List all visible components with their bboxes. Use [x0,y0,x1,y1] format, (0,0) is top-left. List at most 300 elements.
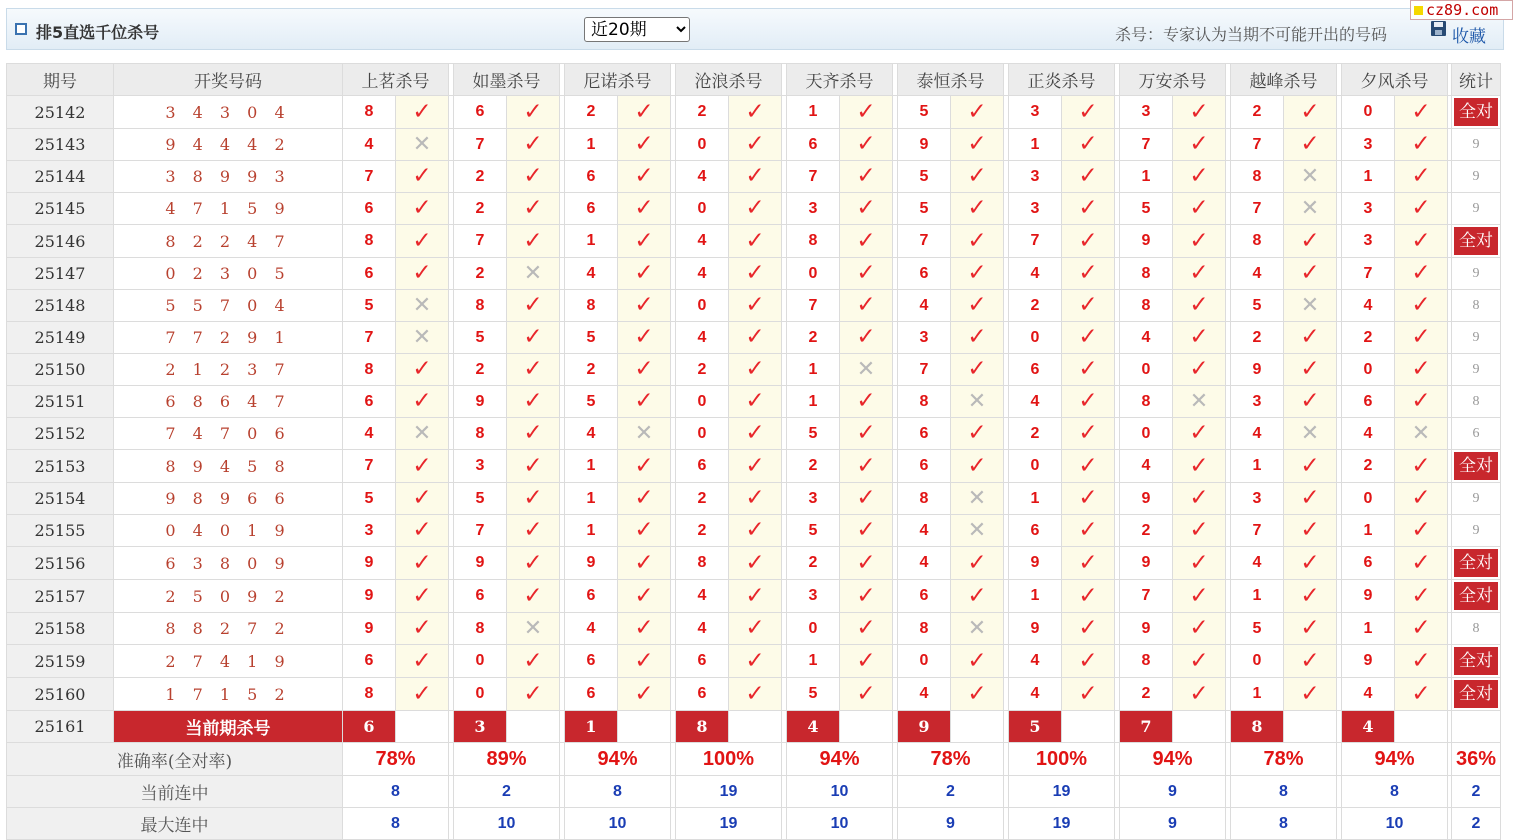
col-header-expert: 越峰杀号 [1231,64,1337,96]
miss-cross-icon-cell [507,258,560,290]
period-cell: 25156 [7,547,114,580]
hit-check-icon-cell [396,354,449,386]
cross-icon: ✕ [967,518,987,543]
hit-check-icon-cell [840,678,893,711]
kill-number: 4 [565,613,618,645]
kill-number: 2 [454,354,507,386]
period-cell: 25152 [7,418,114,450]
check-icon: ✓ [412,356,432,382]
max-streak-value: 9 [1120,808,1226,840]
kill-number: 4 [676,225,729,258]
hit-check-icon-cell [1062,290,1115,322]
miss-cross-icon-cell [507,613,560,645]
hit-check-icon-cell [729,129,782,161]
kill-number: 2 [787,450,840,483]
check-icon: ✓ [967,324,987,350]
hit-check-icon-cell [618,450,671,483]
check-icon: ✓ [856,292,876,318]
check-icon: ✓ [523,163,543,189]
kill-number: 5 [454,483,507,515]
check-icon: ✓ [634,549,654,576]
miss-cross-icon-cell [1284,161,1337,193]
cross-icon: ✕ [1300,421,1320,446]
all-correct-badge: 全对 [1454,452,1498,480]
col-header-draw: 开奖号码 [114,64,343,96]
kill-number: 8 [454,613,507,645]
kill-number: 7 [343,322,396,354]
kill-number: 2 [676,354,729,386]
hit-check-icon-cell [1284,483,1337,515]
kill-number: 8 [1231,161,1284,193]
check-icon: ✓ [523,485,543,511]
hit-check-icon-cell [1062,354,1115,386]
current-mark-empty [618,711,671,743]
hit-check-icon-cell [1062,450,1115,483]
check-icon: ✓ [634,163,654,189]
check-icon: ✓ [523,98,543,125]
kill-number: 6 [1342,386,1395,418]
hit-check-icon-cell [729,258,782,290]
hit-check-icon-cell [840,515,893,547]
check-icon: ✓ [967,292,987,318]
kill-number: 1 [1120,161,1173,193]
all-correct-badge: 全对 [1454,647,1498,675]
hit-check-icon-cell [618,580,671,613]
hit-check-icon-cell [507,580,560,613]
hit-check-icon-cell [840,547,893,580]
kill-number: 2 [454,161,507,193]
hit-check-icon-cell [729,418,782,450]
stat-cell [1452,580,1501,613]
all-correct-badge: 全对 [1454,549,1498,577]
check-icon: ✓ [745,195,765,221]
hit-check-icon-cell [396,515,449,547]
check-icon: ✓ [634,517,654,543]
check-icon: ✓ [856,227,876,254]
kill-number: 6 [565,645,618,678]
hit-check-icon-cell [618,129,671,161]
check-icon: ✓ [856,549,876,576]
check-icon: ✓ [523,292,543,318]
kill-number: 2 [1342,322,1395,354]
max-streak-total: 2 [1452,808,1501,840]
stat-cell [1452,290,1501,322]
hit-check-icon-cell [729,547,782,580]
kill-number: 1 [787,386,840,418]
check-icon: ✓ [745,582,765,609]
accuracy-value: 94% [1120,743,1226,776]
accuracy-row [7,743,1501,776]
miss-cross-icon-cell [396,322,449,354]
kill-number: 6 [898,580,951,613]
accuracy-value: 94% [787,743,893,776]
check-icon: ✓ [1411,260,1431,286]
hit-count: 9 [1472,490,1480,506]
check-icon: ✓ [634,647,654,674]
current-mark-empty [840,711,893,743]
check-icon: ✓ [1189,420,1209,446]
kill-number: 7 [343,161,396,193]
kill-number: 7 [898,225,951,258]
kill-number: 9 [343,580,396,613]
max-streak-value: 19 [1009,808,1115,840]
current-kill-number: 9 [898,711,951,743]
check-icon: ✓ [1189,98,1209,125]
kill-number: 4 [343,418,396,450]
miss-cross-icon-cell [396,418,449,450]
kill-number: 3 [343,515,396,547]
check-icon: ✓ [967,356,987,382]
hit-check-icon-cell [840,322,893,354]
col-header-period: 期号 [7,64,114,96]
current-period-row [7,711,1501,743]
period-range-select[interactable] [584,17,690,42]
period-cell: 25158 [7,613,114,645]
accuracy-value: 100% [676,743,782,776]
kill-number: 6 [676,450,729,483]
kill-number: 0 [676,290,729,322]
kill-number: 1 [1009,483,1062,515]
check-icon: ✓ [967,195,987,221]
kill-number: 1 [1231,678,1284,711]
accuracy-total: 36% [1452,743,1501,776]
kill-number: 4 [565,258,618,290]
kill-number: 6 [676,678,729,711]
current-streak-value: 9 [1120,776,1226,808]
check-icon: ✓ [1300,647,1320,674]
kill-number: 2 [1231,96,1284,129]
check-icon: ✓ [523,549,543,576]
hit-check-icon-cell [396,580,449,613]
kill-number: 9 [343,613,396,645]
hit-check-icon-cell [951,450,1004,483]
kill-number: 2 [1120,678,1173,711]
kill-number: 9 [898,129,951,161]
hit-check-icon-cell [1062,161,1115,193]
kill-number: 9 [1120,547,1173,580]
draw-number-cell: 0 4 0 1 9 [114,515,343,547]
hit-check-icon-cell [951,129,1004,161]
kill-number: 7 [898,354,951,386]
hit-check-icon-cell [840,580,893,613]
table-row [7,258,1501,290]
check-icon: ✓ [634,485,654,511]
kill-number: 0 [454,645,507,678]
check-icon: ✓ [412,260,432,286]
hit-check-icon-cell [1395,613,1448,645]
hit-check-icon-cell [1173,483,1226,515]
hit-check-icon-cell [396,193,449,225]
kill-number: 7 [1342,258,1395,290]
check-icon: ✓ [634,582,654,609]
kill-number: 2 [1120,515,1173,547]
draw-number-cell: 2 7 4 1 9 [114,645,343,678]
hit-check-icon-cell [951,258,1004,290]
kill-number: 1 [1342,613,1395,645]
hit-check-icon-cell [1395,386,1448,418]
stat-cell [1452,225,1501,258]
current-mark-empty [1395,711,1448,743]
period-cell: 25149 [7,322,114,354]
period-cell: 25150 [7,354,114,386]
current-kill-number: 7 [1120,711,1173,743]
kill-number: 5 [1231,613,1284,645]
kill-number: 8 [676,547,729,580]
check-icon: ✓ [745,680,765,707]
check-icon: ✓ [1300,227,1320,254]
cross-icon: ✕ [523,616,543,641]
check-icon: ✓ [745,260,765,286]
hit-check-icon-cell [840,645,893,678]
period-cell: 25151 [7,386,114,418]
current-kill-number: 3 [454,711,507,743]
hit-check-icon-cell [618,290,671,322]
save-favorite-link[interactable]: 收藏 [1452,27,1486,47]
kill-number: 6 [1342,547,1395,580]
check-icon: ✓ [1300,615,1320,641]
kill-number: 5 [454,322,507,354]
check-icon: ✓ [1189,615,1209,641]
kill-number: 0 [1009,450,1062,483]
hit-check-icon-cell [1173,354,1226,386]
cross-icon: ✕ [412,325,432,350]
check-icon: ✓ [1411,549,1431,576]
hit-check-icon-cell [840,450,893,483]
kill-number: 6 [343,645,396,678]
current-mark-empty [1173,711,1226,743]
kill-number: 8 [898,483,951,515]
table-row [7,613,1501,645]
accuracy-value: 100% [1009,743,1115,776]
check-icon: ✓ [856,195,876,221]
kill-number: 5 [1231,290,1284,322]
check-icon: ✓ [1411,615,1431,641]
check-icon: ✓ [412,549,432,576]
hit-check-icon-cell [1062,515,1115,547]
kill-number: 3 [454,450,507,483]
current-streak-total: 2 [1452,776,1501,808]
hit-check-icon-cell [618,161,671,193]
kill-number: 4 [676,161,729,193]
hit-check-icon-cell [618,225,671,258]
cross-icon: ✕ [967,486,987,511]
check-icon: ✓ [856,452,876,479]
kill-number: 9 [1231,354,1284,386]
kill-number: 4 [1342,678,1395,711]
kill-number: 0 [1120,418,1173,450]
hit-check-icon-cell [1173,645,1226,678]
max-streak-value: 8 [1231,808,1337,840]
kill-number: 0 [1342,96,1395,129]
check-icon: ✓ [1078,195,1098,221]
hit-check-icon-cell [507,161,560,193]
kill-number: 3 [787,193,840,225]
current-streak-value: 19 [676,776,782,808]
kill-number: 3 [1009,193,1062,225]
check-icon: ✓ [745,292,765,318]
period-cell: 25147 [7,258,114,290]
check-icon: ✓ [745,452,765,479]
check-icon: ✓ [1411,680,1431,707]
period-cell: 25155 [7,515,114,547]
cross-icon: ✕ [1411,421,1431,446]
site-brand-badge[interactable] [1410,0,1513,20]
hit-check-icon-cell [507,645,560,678]
miss-cross-icon-cell [1284,193,1337,225]
check-icon: ✓ [1300,98,1320,125]
check-icon: ✓ [1300,485,1320,511]
kill-number: 4 [676,322,729,354]
current-streak-value: 10 [787,776,893,808]
stat-cell [1452,483,1501,515]
hit-check-icon-cell [1062,418,1115,450]
kill-number: 3 [898,322,951,354]
draw-number-cell: 3 4 3 0 4 [114,96,343,129]
hit-check-icon-cell [1062,258,1115,290]
hit-check-icon-cell [729,161,782,193]
draw-number-cell: 5 5 7 0 4 [114,290,343,322]
check-icon: ✓ [856,582,876,609]
floppy-disk-icon[interactable] [1431,21,1446,36]
kill-number: 6 [898,450,951,483]
cross-icon: ✕ [1300,196,1320,221]
check-icon: ✓ [1411,324,1431,350]
check-icon: ✓ [634,195,654,221]
kill-number: 6 [1009,515,1062,547]
current-mark-empty [1284,711,1337,743]
check-icon: ✓ [1078,485,1098,511]
kill-number: 4 [898,678,951,711]
kill-number: 6 [565,161,618,193]
check-icon: ✓ [523,356,543,382]
kill-number: 8 [565,290,618,322]
check-icon: ✓ [412,680,432,707]
hit-check-icon-cell [396,483,449,515]
hit-check-icon-cell [618,678,671,711]
hit-check-icon-cell [1284,678,1337,711]
current-streak-value: 19 [1009,776,1115,808]
hit-check-icon-cell [1173,129,1226,161]
stat-cell [1452,258,1501,290]
hit-check-icon-cell [729,290,782,322]
kill-number: 2 [565,354,618,386]
check-icon: ✓ [523,195,543,221]
col-header-expert: 万安杀号 [1120,64,1226,96]
kill-number: 9 [1120,483,1173,515]
current-kill-number: 1 [565,711,618,743]
hit-check-icon-cell [951,580,1004,613]
hit-check-icon-cell [1173,96,1226,129]
current-kill-number: 8 [1231,711,1284,743]
hit-check-icon-cell [396,547,449,580]
hit-check-icon-cell [840,129,893,161]
check-icon: ✓ [412,582,432,609]
hit-check-icon-cell [729,225,782,258]
period-cell: 25159 [7,645,114,678]
page-title: 排5直选千位杀号 [36,23,160,42]
check-icon: ✓ [634,324,654,350]
kill-number: 2 [1342,450,1395,483]
check-icon: ✓ [856,680,876,707]
hit-check-icon-cell [1284,129,1337,161]
hit-count: 9 [1472,136,1480,152]
period-cell: 25143 [7,129,114,161]
hit-check-icon-cell [951,678,1004,711]
table-row [7,450,1501,483]
kill-number: 3 [1231,386,1284,418]
check-icon: ✓ [1189,680,1209,707]
check-icon: ✓ [856,163,876,189]
check-icon: ✓ [967,260,987,286]
kill-number: 8 [454,418,507,450]
kill-number: 6 [898,258,951,290]
draw-number-cell: 9 4 4 4 2 [114,129,343,161]
kill-number: 0 [787,258,840,290]
table-row [7,645,1501,678]
hit-check-icon-cell [507,129,560,161]
hit-check-icon-cell [1395,515,1448,547]
check-icon: ✓ [856,388,876,414]
kill-number: 7 [454,515,507,547]
kill-number: 0 [787,613,840,645]
hit-check-icon-cell [1395,645,1448,678]
check-icon: ✓ [1300,356,1320,382]
cross-icon: ✕ [412,421,432,446]
current-streak-value: 2 [898,776,1004,808]
kill-number: 1 [565,450,618,483]
period-cell: 25154 [7,483,114,515]
check-icon: ✓ [967,680,987,707]
cross-icon: ✕ [1300,293,1320,318]
hit-check-icon-cell [840,418,893,450]
col-header-expert: 天齐杀号 [787,64,893,96]
table-row [7,483,1501,515]
kill-number: 3 [1120,96,1173,129]
check-icon: ✓ [1078,324,1098,350]
kill-number: 1 [787,354,840,386]
all-correct-badge: 全对 [1454,680,1498,708]
kill-number: 8 [787,225,840,258]
check-icon: ✓ [634,292,654,318]
kill-number: 5 [898,193,951,225]
period-cell: 25153 [7,450,114,483]
hit-check-icon-cell [618,96,671,129]
kill-number: 1 [1009,129,1062,161]
check-icon: ✓ [412,227,432,254]
kill-number: 5 [565,386,618,418]
miss-cross-icon-cell [396,290,449,322]
max-streak-value: 10 [454,808,560,840]
table-row [7,354,1501,386]
hit-check-icon-cell [951,290,1004,322]
check-icon: ✓ [1411,227,1431,254]
hit-check-icon-cell [1395,678,1448,711]
kill-number: 4 [1120,450,1173,483]
kill-number: 3 [787,483,840,515]
hit-count: 9 [1472,265,1480,281]
check-icon: ✓ [523,582,543,609]
current-streak-value: 8 [343,776,449,808]
kill-number: 4 [1342,418,1395,450]
kill-number: 8 [1231,225,1284,258]
kill-number: 7 [454,225,507,258]
check-icon: ✓ [1300,388,1320,414]
kill-number: 2 [1009,418,1062,450]
kill-number: 7 [1231,129,1284,161]
check-icon: ✓ [1189,131,1209,157]
check-icon: ✓ [634,131,654,157]
current-mark-empty [729,711,782,743]
